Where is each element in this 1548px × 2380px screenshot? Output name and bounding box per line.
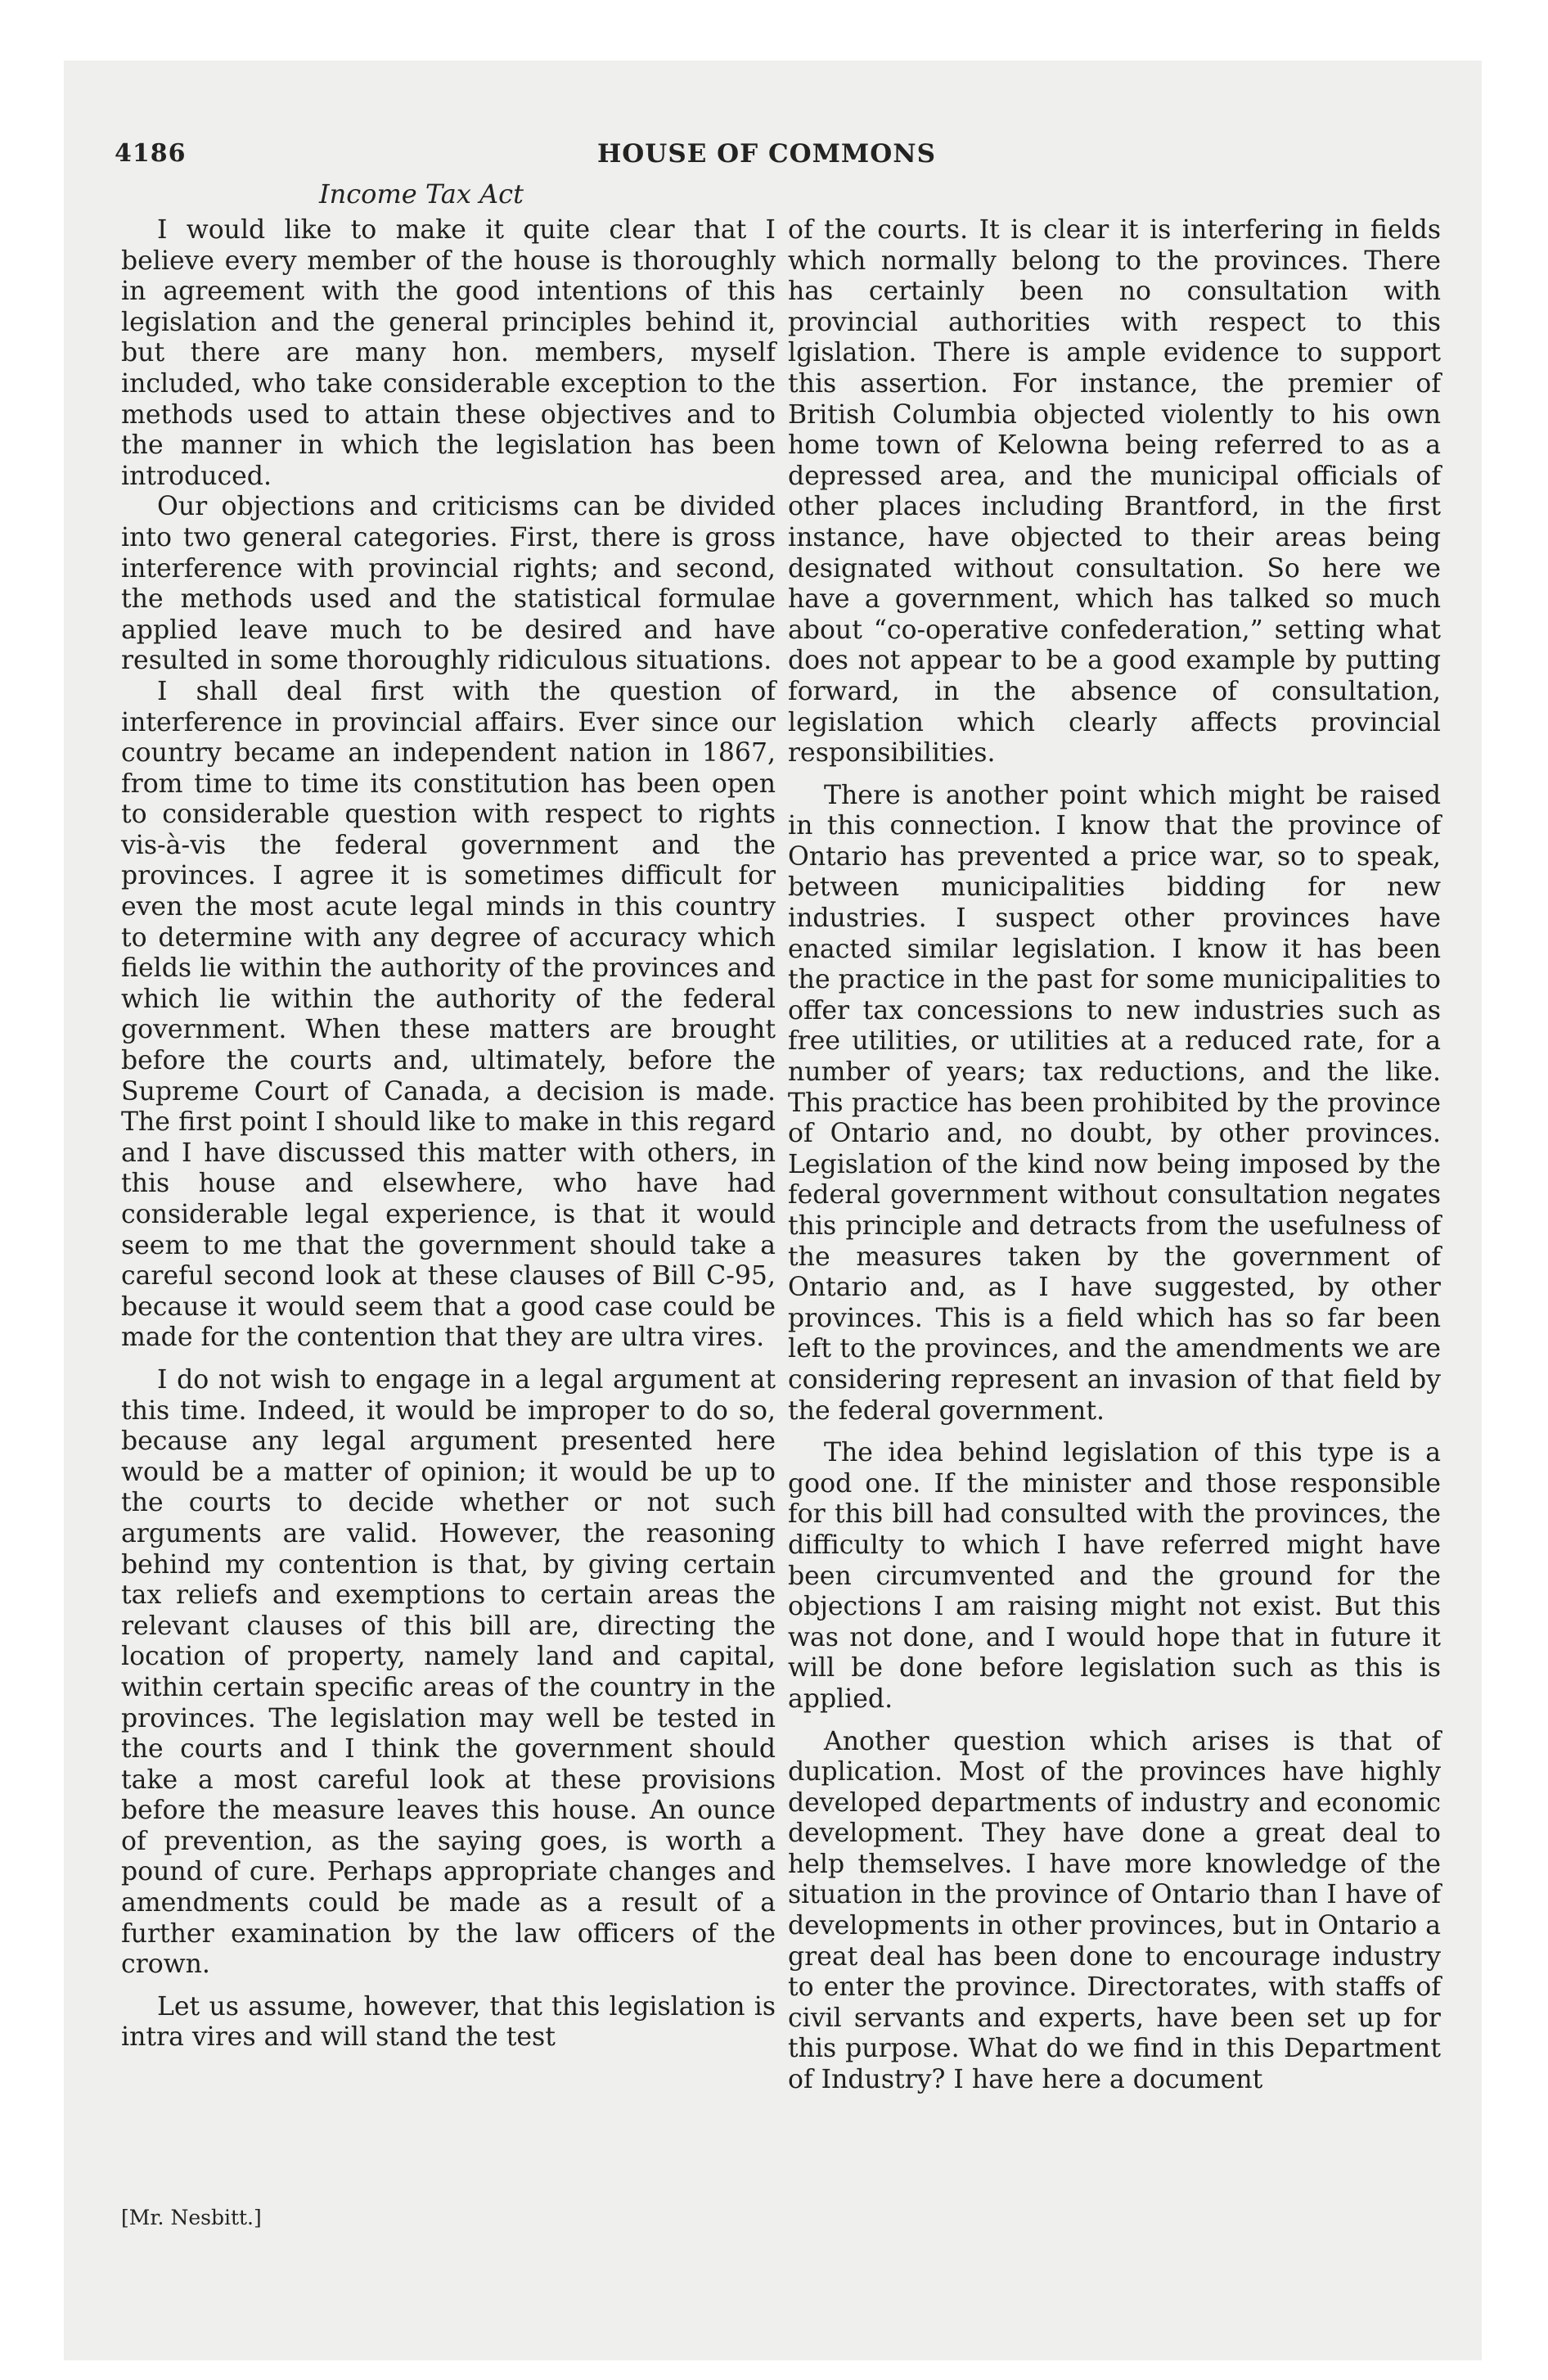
left-column <box>121 215 776 2053</box>
section-title: Income Tax Act <box>319 178 524 210</box>
paragraph: There is another point which might be raised in this connection. I know that the province of Ontario has prevented a price war, so to speak, between municipalities bidding for new industries. I suspect other provinces have enacted similar legislation. I know it has been the practice in the past for some municipalities to offer tax concessions to new industries such as free utilities, or utilities at a reduced rate, for a number of years; tax reductions, and the like. This practice has been prohibited by the province of Ontario and, no doubt, by other provinces. Legislation of the kind now being imposed by the federal government without consultation negates this principle and detracts from the usefulness of the measures taken by the government of Ontario and, as I have suggested, by other provinces. This is a field which has so far been left to the provinces, and the amendments we are considering represent an invasion of that field by the federal government. <box>788 780 1441 1426</box>
paragraph: The idea behind legislation of this type is a good one. If the minister and those responsible for this bill had consulted with the provinces, the difficulty to which I have referred might have been circumvented and the ground for the objections I am raising might not exist. But this was not done, and I would hope that in future it will be done before legislation such as this is applied. <box>788 1438 1441 1714</box>
paragraph: of the courts. It is clear it is interfering in fields which normally belong to the provinces. There has certainly been no consultation with provincial authorities with respect to this lgislation. There is ample evidence to support this assertion. For instance, the premier of British Columbia objected violently to his own home town of Kelowna being referred to as a depressed area, and the municipal officials of other places including Brantford, in the first instance, have objected to their areas being designated without consultation. So here we have a government, which has talked so much about “co-operative confederation,” setting what does not appear to be a good example by putting forward, in the absence of consultation, legislation which clearly affects provincial responsibilities. <box>788 215 1441 769</box>
speaker-attribution: [Mr. Nesbitt.] <box>121 2206 262 2229</box>
paragraph: I do not wish to engage in a legal argument at this time. Indeed, it would be improper to do so, because any legal argument presented here would be a matter of opinion; it would be up to the courts to decide whether or not such arguments are valid. However, the reasoning behind my contention is that, by giving certain tax reliefs and exemptions to certain areas the relevant clauses of this bill are, directing the location of property, namely land and capital, within certain specific areas of the country in the provinces. The legislation may well be tested in the courts and I think the government should take a most careful look at these provisions before the measure leaves this house. An ounce of prevention, as the saying goes, is worth a pound of cure. Perhaps appropriate changes and amendments could be made as a result of a further examination by the law officers of the crown. <box>121 1364 776 1980</box>
paragraph: Let us assume, however, that this legislation is intra vires and will stand the test <box>121 1991 776 2053</box>
paragraph: I would like to make it quite clear that I believe every member of the house is thoroughly in agreement with the good intentions of this legislation and the general principles behind it, but there are many hon. members, myself included, who take considerable exception to the methods used to attain these objectives and to the manner in which the legislation has been introduced. <box>121 215 776 491</box>
paragraph: Another question which arises is that of duplication. Most of the provinces have highly developed departments of industry and economic development. They have done a great deal to help themselves. I have more knowledge of the situation in the province of Ontario than I have of developments in other provinces, but in Ontario a great deal has been done to encourage industry to enter the province. Directorates, with staffs of civil servants and experts, have been set up for this purpose. What do we find in this Department of Industry? I have here a document <box>788 1726 1441 2095</box>
running-head: HOUSE OF COMMONS <box>597 139 936 169</box>
page-number: 4186 <box>115 139 187 168</box>
right-column <box>788 215 1441 2096</box>
paragraph: I shall deal first with the question of interference in provincial affairs. Ever since our country became an independent nation in 1867, from time to time its constitution has been open to considerable question with respect to rights vis-à-vis the federal government and the provinces. I agree it is sometimes difficult for even the most acute legal minds in this country to determine with any degree of accuracy which fields lie within the authority of the provinces and which lie within the authority of the federal government. When these matters are brought before the courts and, ultimately, before the Supreme Court of Canada, a decision is made. The first point I should like to make in this regard and I have discussed this matter with others, in this house and elsewhere, who have had considerable legal experience, is that it would seem to me that the government should take a careful second look at these clauses of Bill C-95, because it would seem that a good case could be made for the contention that they are ultra vires. <box>121 676 776 1353</box>
paragraph: Our objections and criticisms can be divided into two general categories. First, there is gross interference with provincial rights; and second, the methods used and the statistical formulae applied leave much to be desired and have resulted in some thoroughly ridiculous situations. <box>121 492 776 676</box>
